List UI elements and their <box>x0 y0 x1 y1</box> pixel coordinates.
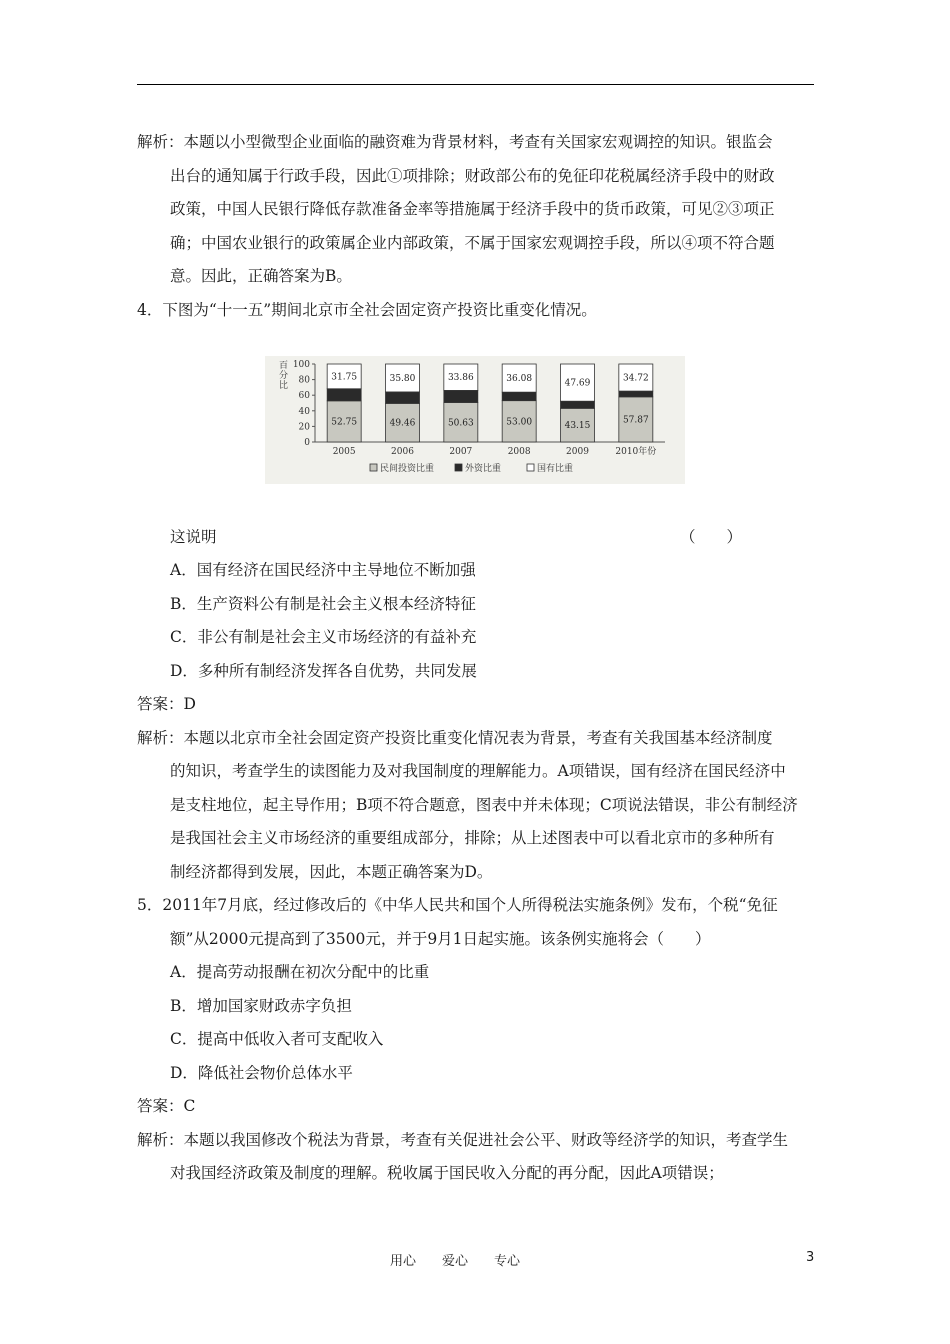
data-label: 50.63 <box>447 418 474 429</box>
data-label: 49.46 <box>389 418 416 429</box>
page-number: 3 <box>806 1250 815 1265</box>
data-label: 36.08 <box>506 374 533 385</box>
x-tick-label: 2005 <box>332 447 356 457</box>
data-label: 53.00 <box>506 417 533 428</box>
text-line-q4c: C．非公有制是社会主义市场经济的有益补充 <box>170 628 477 646</box>
bar-segment-1 <box>386 392 420 403</box>
text-line-q4d: D．多种所有制经济发挥各自优势，共同发展 <box>170 662 477 680</box>
data-label: 57.87 <box>622 415 649 426</box>
text-line-q4s: 这说明 <box>170 528 217 546</box>
investment-chart <box>265 356 685 484</box>
data-label: 47.69 <box>564 378 591 389</box>
x-tick-label: 2008 <box>507 447 531 457</box>
bar-segment-1 <box>444 390 478 402</box>
text-line-b2: 的知识，考查学生的读图能力及对我国制度的理解能力。A项错误，国有经济在国民经济中 <box>170 762 786 780</box>
text-line-ans4: 答案：D <box>137 695 196 713</box>
text-line-q4: 4．下图为“十一五”期间北京市全社会固定资产投资比重变化情况。 <box>137 301 597 319</box>
answer-paren: （ ） <box>680 528 743 546</box>
legend-swatch-0 <box>370 464 377 471</box>
y-tick-label: 0 <box>304 438 310 448</box>
x-tick-label: 2007 <box>449 447 473 457</box>
text-line-a2: 出台的通知属于行政手段，因此①项排除；财政部公布的免征印花税属经济手段中的财政 <box>170 167 775 185</box>
text-line-b1: 解析：本题以北京市全社会固定资产投资比重变化情况表为背景，考查有关我国基本经济制度 <box>137 729 773 747</box>
legend-label-2: 国有比重 <box>537 464 574 474</box>
text-line-c1: 解析：本题以我国修改个税法为背景，考查有关促进社会公平、财政等经济学的知识，考查学生 <box>137 1131 789 1149</box>
text-line-a1: 解析：本题以小型微型企业面临的融资难为背景材料，考查有关国家宏观调控的知识。银监会 <box>137 133 773 151</box>
x-tick-label: 2009 <box>566 447 589 457</box>
y-axis-label-char: 比 <box>279 381 289 391</box>
y-axis-label-char: 分 <box>279 371 289 381</box>
data-label: 31.75 <box>331 372 358 383</box>
y-tick-label: 40 <box>298 406 310 417</box>
bar-segment-1 <box>619 391 653 397</box>
footer-motto: 用心 爱心 专心 <box>390 1254 521 1269</box>
bar-segment-1 <box>327 389 361 401</box>
y-tick-label: 100 <box>292 360 310 370</box>
text-line-q5b: 额”从2000元提高到了3500元，并于9月1日起实施。该条例实施将会（ ） <box>170 930 711 948</box>
legend-swatch-2 <box>527 464 534 471</box>
text-line-b4: 是我国社会主义市场经济的重要组成部分，排除；从上述图表中可以看北京市的多种所有 <box>170 829 775 847</box>
y-tick-label: 80 <box>298 375 310 386</box>
text-line-q4a: A．国有经济在国民经济中主导地位不断加强 <box>170 561 476 579</box>
legend-swatch-1 <box>455 464 462 471</box>
y-tick-label: 60 <box>298 391 310 402</box>
x-tick-label: 2010年份 <box>615 447 657 457</box>
text-line-a5: 意。因此，正确答案为B。 <box>170 267 352 285</box>
text-line-q4b: B．生产资料公有制是社会主义根本经济特征 <box>170 595 476 613</box>
text-line-c2: 对我国经济政策及制度的理解。税收属于国民收入分配的再分配，因此A项错误； <box>170 1164 724 1182</box>
text-line-ans5: 答案：C <box>137 1097 196 1115</box>
y-tick-label: 20 <box>298 422 310 433</box>
legend-label-0: 民间投资比重 <box>380 464 435 474</box>
stacked-bar-chart <box>265 356 685 484</box>
data-label: 43.15 <box>564 421 591 432</box>
legend-label-1: 外资比重 <box>465 464 502 474</box>
data-label: 33.86 <box>447 373 474 384</box>
text-line-a4: 确；中国农业银行的政策属企业内部政策，不属于国家宏观调控手段，所以④项不符合题 <box>170 234 775 252</box>
top-rule <box>137 84 814 85</box>
bar-segment-1 <box>561 401 595 408</box>
text-line-q5d: D．降低社会物价总体水平 <box>170 1064 353 1082</box>
data-label: 35.80 <box>389 373 416 384</box>
text-line-q5: 5．2011年7月底，经过修改后的《中华人民共和国个人所得税法实施条例》发布，个税“免征 <box>137 896 778 914</box>
x-tick-label: 2006 <box>391 447 414 457</box>
text-line-b5: 制经济都得到发展，因此，本题正确答案为D。 <box>170 863 493 881</box>
text-line-b3: 是支柱地位，起主导作用；B项不符合题意，图表中并未体现；C项说法错误，非公有制经济 <box>170 796 798 814</box>
text-line-q5a: A．提高劳动报酬在初次分配中的比重 <box>170 963 430 981</box>
text-line-q5bb: B．增加国家财政赤字负担 <box>170 997 352 1015</box>
text-line-a3: 政策，中国人民银行降低存款准备金率等措施属于经济手段中的货币政策，可见②③项正 <box>170 200 775 218</box>
bar-segment-1 <box>502 392 536 401</box>
y-axis-label-char: 百 <box>279 361 289 371</box>
data-label: 52.75 <box>331 417 358 428</box>
text-line-q5c: C．提高中低收入者可支配收入 <box>170 1030 384 1048</box>
data-label: 34.72 <box>622 373 649 384</box>
